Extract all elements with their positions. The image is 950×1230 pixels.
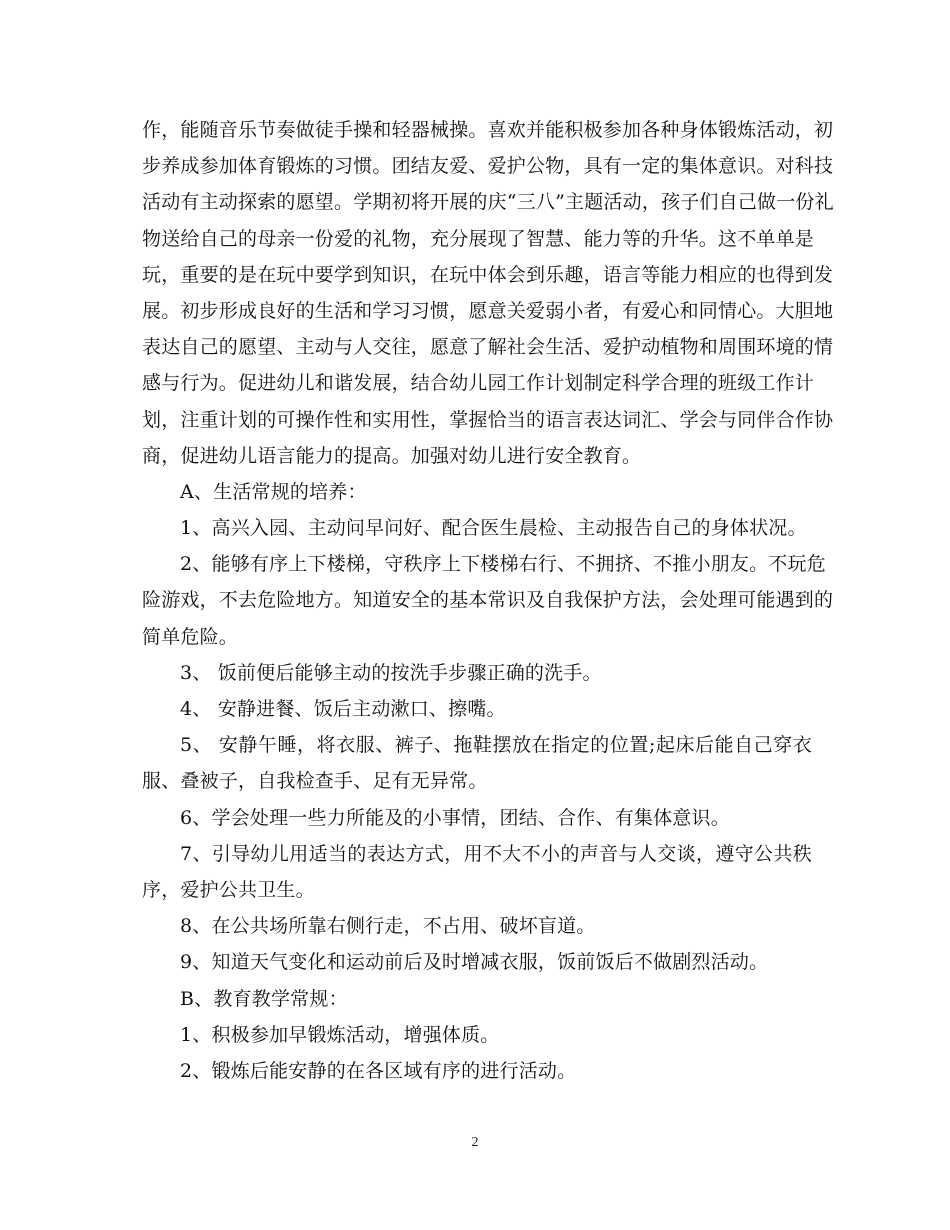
paragraph-line: 8、在公共场所靠右侧行走，不占用、破坏盲道。 — [180, 915, 596, 938]
paragraph-line: 服、叠被子，自我检查手、足有无异常。 — [142, 770, 488, 793]
paragraph — [142, 1017, 812, 1053]
paragraph-line: 7、引导幼儿用适当的表达方式，用不大不小的声音与人交谈，遵守公共秩 — [180, 842, 812, 865]
paragraph — [142, 546, 834, 655]
paragraph-line: 3、 饭前便后能够主动的按洗手步骤正确的洗手。 — [180, 661, 602, 684]
paragraph — [142, 981, 812, 1017]
paragraph-line: 活动有主动探索的愿望。学期初将开展的庆“三八”主题活动，孩子们自己做一份礼 — [142, 191, 834, 214]
paragraph-line: 险游戏，不去危险地方。知道安全的基本常识及自我保护方法，会处理可能遇到的 — [142, 589, 834, 612]
paragraph — [142, 112, 834, 474]
page-number: 2 — [471, 1135, 479, 1150]
paragraph — [142, 1053, 812, 1089]
paragraph — [142, 655, 812, 691]
paragraph-line: 5、 安静午睡，将衣服、裤子、拖鞋摆放在指定的位置;起床后能自己穿衣 — [180, 734, 812, 757]
paragraph — [142, 691, 812, 727]
paragraph — [142, 836, 812, 908]
paragraph-line: B、教育教学常规： — [180, 987, 348, 1010]
document-body — [142, 112, 834, 1089]
paragraph-line: 2、能够有序上下楼梯，守秩序上下楼梯右行、不拥挤、不推小朋友。不玩危 — [180, 553, 826, 576]
paragraph — [142, 800, 812, 836]
paragraph-line: 划，注重计划的可操作性和实用性，掌握恰当的语言表达词汇、学会与同伴合作协 — [142, 408, 834, 431]
paragraph-line: 表达自己的愿望、主动与人交往，愿意了解社会生活、爱护动植物和周围环境的情 — [142, 336, 834, 359]
paragraph — [142, 944, 812, 980]
paragraph-line: 作，能随音乐节奏做徒手操和轻器械操。喜欢并能积极参加各种身体锻炼活动，初 — [142, 119, 834, 141]
paragraph — [142, 908, 812, 944]
paragraph — [142, 727, 812, 799]
paragraph-line: 2、锻炼后能安静的在各区域有序的进行活动。 — [180, 1059, 577, 1082]
paragraph-line: 感与行为。促进幼儿和谐发展，结合幼儿园工作计划制定科学合理的班级工作计 — [142, 372, 815, 395]
paragraph-line: 商，促进幼儿语言能力的提高。加强对幼儿进行安全教育。 — [142, 444, 642, 467]
paragraph-line: 4、 安静进餐、饭后主动漱口、擦嘴。 — [180, 698, 506, 720]
paragraph-line: 展。初步形成良好的生活和学习习惯，愿意关爱弱小者，有爱心和同情心。大胆地 — [142, 299, 834, 322]
paragraph-line: 9、知道天气变化和运动前后及时增减衣服，饭前饭后不做剧烈活动。 — [180, 951, 769, 974]
paragraph-line: 简单危险。 — [142, 625, 239, 648]
paragraph-line: 物送给自己的母亲一份爱的礼物，充分展现了智慧、能力等的升华。这不单单是 — [142, 227, 815, 250]
paragraph-line: 序，爱护公共卫生。 — [142, 878, 315, 901]
paragraph-line: 6、学会处理一些力所能及的小事情，团结、合作、有集体意识。 — [180, 806, 730, 829]
paragraph-line: 1、高兴入园、主动问早问好、配合医生晨检、主动报告自己的身体状况。 — [180, 517, 807, 540]
paragraph — [142, 510, 812, 546]
paragraph — [142, 474, 812, 510]
paragraph-line: 玩，重要的是在玩中要学到知识，在玩中体会到乐趣，语言等能力相应的也得到发 — [142, 263, 834, 286]
paragraph-line: A、生活常规的培养： — [180, 480, 367, 503]
paragraph-line: 步养成参加体育锻炼的习惯。团结友爱、爱护公物，具有一定的集体意识。对科技 — [142, 155, 834, 178]
paragraph-line: 1、积极参加早锻炼活动，增强体质。 — [180, 1023, 500, 1046]
